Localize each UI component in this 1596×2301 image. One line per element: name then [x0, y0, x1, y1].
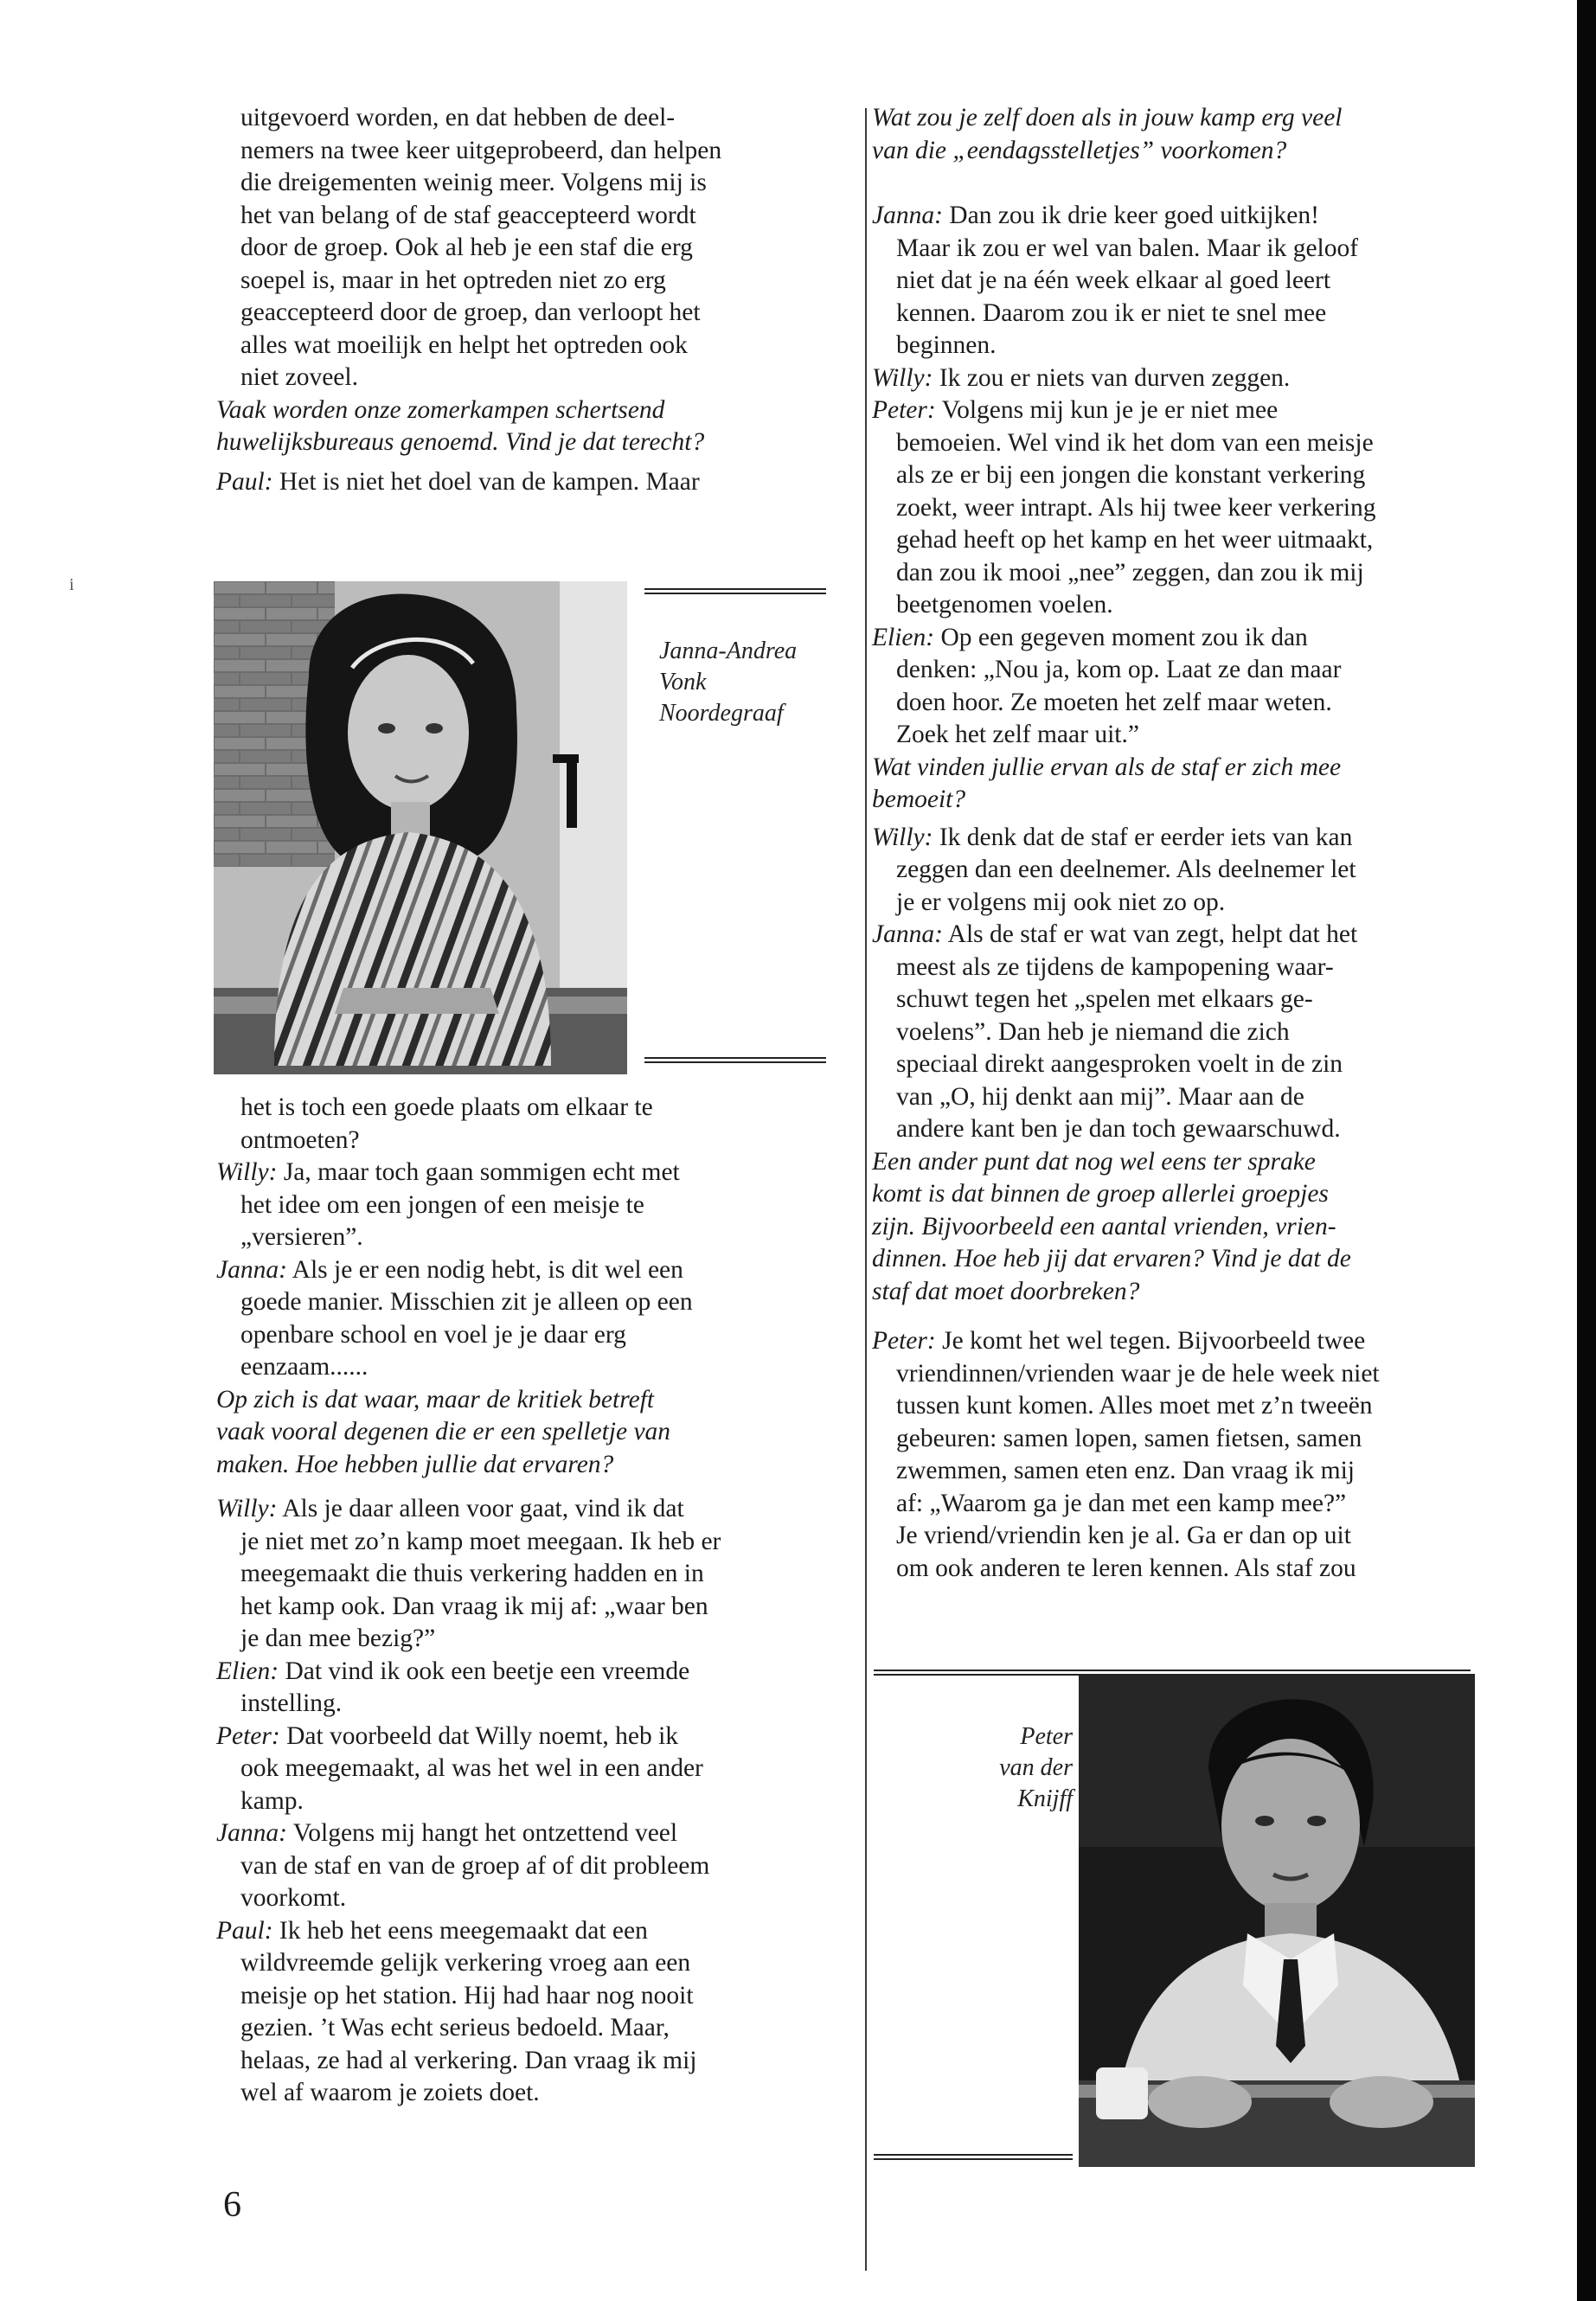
caption-line: Janna-Andrea	[659, 638, 798, 664]
speaker-label: Janna:	[216, 1819, 287, 1847]
text-line: doen hoor. Ze moeten het zelf maar weten.	[896, 688, 1332, 716]
text-line: om ook anderen te leren kennen. Als staf zou	[896, 1554, 1356, 1582]
text-line: tussen kunt komen. Alles moet met z’n tweeën	[896, 1392, 1373, 1420]
text-line: Volgens mij kun je je er niet mee	[941, 396, 1279, 424]
text-line: huwelijksbureaus genoemd. Vind je dat terecht?	[216, 428, 705, 456]
text-line: die dreigementen weinig meer. Volgens mij is	[240, 169, 707, 196]
caption-line: Knijff	[1017, 1785, 1073, 1812]
answer-janna-2	[216, 1817, 852, 1915]
text-line: speciaal direkt aangesproken voelt in de zin	[896, 1050, 1343, 1078]
text-line: zijn. Bijvoorbeeld een aantal vrienden, vrien-	[872, 1212, 1336, 1240]
page-edge-shadow	[1577, 0, 1596, 2301]
text-line: voelens”. Dan heb je niemand die zich	[896, 1017, 1290, 1046]
text-line: beetgenomen voelen.	[896, 591, 1113, 619]
text-line: je er volgens mij ook niet zo op.	[896, 888, 1226, 916]
text-line: ook meegemaakt, al was het wel in een ander	[240, 1754, 703, 1782]
text-line: helaas, ze had al verkering. Dan vraag ik mij	[240, 2046, 697, 2074]
text-line: bemoeit?	[872, 785, 966, 813]
text-line: je dan mee bezig?”	[240, 1625, 436, 1652]
text-line: meisje op het station. Hij had haar nog nooit	[240, 1981, 694, 2009]
text-line: instelling.	[240, 1689, 343, 1717]
text-line: andere kant ben je dan toch gewaarschuwd.	[896, 1115, 1341, 1143]
text-line: door de groep. Ook al heb je een staf die erg	[240, 234, 693, 261]
text-line: zeggen dan een deelnemer. Als deelnemer let	[896, 856, 1356, 883]
column-divider	[865, 108, 867, 2271]
answer-peter-1	[216, 1721, 852, 1818]
text-line: bemoeien. Wel vind ik het dom van een meisje	[896, 428, 1374, 457]
speaker-label: Willy:	[216, 1158, 278, 1186]
text-line: als ze er bij een jongen die konstant verkering	[896, 461, 1366, 489]
answer-elien-2	[872, 622, 1495, 752]
question-1	[216, 394, 848, 459]
text-line: alles wat moeilijk en helpt het optreden ook	[240, 330, 688, 359]
speaker-label: Paul:	[216, 1916, 273, 1945]
text-line: geaccepteerd door de groep, dan verloopt het	[240, 298, 701, 326]
text-line: Ja, maar toch gaan sommigen echt met	[283, 1158, 680, 1186]
portrait-image	[1079, 1674, 1475, 2167]
portrait-image	[214, 581, 627, 1074]
caption-rule-bottom	[644, 1057, 826, 1063]
text-line: meest als ze tijdens de kampopening waar-	[896, 952, 1334, 981]
speaker-label: Janna:	[872, 920, 943, 948]
speaker-label: Elien:	[872, 623, 935, 651]
text-line: soepel is, maar in het optreden niet zo erg	[240, 266, 666, 294]
caption-rule-top	[644, 588, 826, 594]
text-line: beginnen.	[896, 331, 997, 359]
text-line: Als de staf er wat van zegt, helpt dat het	[947, 920, 1358, 948]
text-line: Wat vinden jullie ervan als de staf er zich mee	[872, 753, 1342, 781]
text-line: kennen. Daarom zou ik er niet te snel mee	[896, 298, 1327, 327]
text-line: Dat voorbeeld dat Willy noemt, heb ik	[286, 1721, 679, 1750]
text-line: van die „eendagsstelletjes” voorkomen?	[872, 136, 1287, 164]
intro-paragraph	[216, 102, 848, 394]
text-line: schuwt tegen het „spelen met elkaars ge-	[896, 985, 1313, 1013]
answer-peter-2	[872, 394, 1495, 622]
speaker-label: Elien:	[216, 1657, 279, 1685]
text-line: Je komt het wel tegen. Bijvoorbeeld twee	[942, 1327, 1366, 1355]
text-line: wel af waarom je zoiets doet.	[240, 2079, 540, 2106]
text-line: het kamp ook. Dan vraag ik mij af: „waar ben	[240, 1592, 708, 1620]
speaker-label: Janna:	[216, 1255, 287, 1284]
text-line: voorkomt.	[240, 1884, 347, 1912]
text-line: van „O, hij denkt aan mij”. Maar aan de	[896, 1082, 1304, 1111]
text-line: Op zich is dat waar, maar de kritiek betreft	[216, 1385, 655, 1413]
text-line: maken. Hoe hebben jullie dat ervaren?	[216, 1450, 614, 1478]
caption-line: van der	[999, 1754, 1073, 1781]
question-2	[216, 1384, 852, 1482]
text-line: Op een gegeven moment zou ik dan	[940, 623, 1308, 651]
text-line: Ik denk dat de staf er eerder iets van kan	[939, 823, 1353, 851]
text-line: zoekt, weer intrapt. Als hij twee keer verkering	[896, 493, 1376, 522]
text-line: van de staf en van de groep af of dit probleem	[240, 1851, 710, 1880]
text-line: Dan zou ik drie keer goed uitkijken!	[949, 202, 1319, 229]
text-line: Zoek het zelf maar uit.”	[896, 721, 1139, 748]
text-line: het is toch een goede plaats om elkaar te	[240, 1093, 653, 1121]
text-line: dinnen. Hoe heb jij dat ervaren? Vind je dat de	[872, 1245, 1351, 1272]
text-line: meegemaakt die thuis verkering hadden en in	[240, 1560, 704, 1587]
text-line: vaak vooral degenen die er een spelletje van	[216, 1418, 671, 1445]
text-line: Als je er een nodig hebt, is dit wel een	[292, 1255, 683, 1284]
photo-janna-andrea-vonk-noordegraaf	[214, 581, 627, 1074]
text-line: Maar ik zou er wel van balen. Maar ik geloof	[896, 234, 1359, 262]
text-line: openbare school en voel je je daar erg	[240, 1320, 626, 1349]
text-line: Dat vind ik ook een beetje een vreemde	[285, 1657, 690, 1685]
speaker-label: Willy:	[216, 1495, 278, 1522]
speaker-label: Peter:	[216, 1721, 280, 1750]
photo-2-caption	[952, 1721, 1073, 1815]
text-line: gezien. ’t Was echt serieus bedoeld. Maar,	[240, 2014, 670, 2041]
text-line: niet dat je na één week elkaar al goed leert	[896, 266, 1331, 294]
text-line: af: „Waarom ga je dan met een kamp mee?”	[896, 1489, 1347, 1517]
answer-janna-1	[216, 1254, 852, 1384]
answer-paul-2	[216, 1915, 852, 2110]
text-line: Vaak worden onze zomerkampen schertsend	[216, 395, 665, 424]
photo-1-caption	[659, 636, 832, 729]
text-line: Als je daar alleen voor gaat, vind ik dat	[282, 1495, 684, 1522]
speaker-label: Peter:	[872, 1327, 936, 1355]
answer-willy-1	[216, 1157, 852, 1254]
answer-janna-3	[872, 200, 1495, 362]
speaker-label: Paul:	[216, 467, 273, 496]
text-line: Je vriend/vriendin ken je al. Ga er dan op uit	[896, 1522, 1351, 1549]
answer-janna-4	[872, 919, 1495, 1146]
photo-peter-van-der-knijff	[1079, 1674, 1475, 2167]
answer-willy-4	[872, 822, 1495, 920]
text-line: Ik heb het eens meegemaakt dat een	[279, 1916, 648, 1945]
right-column	[872, 102, 1495, 1585]
text-line: gehad heeft op het kamp en het weer uitmaakt,	[896, 526, 1374, 554]
answer-willy-2	[216, 1493, 852, 1656]
answer-elien-1	[216, 1656, 852, 1721]
question-3	[872, 102, 1495, 167]
left-column-top	[216, 102, 848, 498]
text-line: niet zoveel.	[240, 363, 358, 391]
text-line: Volgens mij hangt het ontzettend veel	[292, 1819, 678, 1847]
text-line: denken: „Nou ja, kom op. Laat ze dan maar	[896, 656, 1342, 683]
text-line: staf dat moet doorbreken?	[872, 1277, 1140, 1305]
text-line: het idee om een jongen of een meisje te	[240, 1190, 644, 1219]
page-number: 6	[223, 2185, 241, 2225]
text-line: uitgevoerd worden, en dat hebben de deel-	[240, 104, 676, 131]
speaker-label: Willy:	[872, 363, 933, 392]
speaker-label: Willy:	[872, 823, 933, 851]
answer-paul-1	[216, 466, 848, 499]
text-line: nemers na twee keer uitgeprobeerd, dan helpen	[240, 136, 722, 164]
text-line: „versieren”.	[240, 1223, 363, 1251]
answer-peter-3	[872, 1325, 1495, 1585]
question-4	[872, 752, 1495, 817]
text-line: gebeuren: samen lopen, samen fietsen, samen	[896, 1424, 1362, 1452]
margin-mark: i	[69, 575, 74, 594]
caption-line: Peter	[1020, 1723, 1073, 1750]
text-line: ontmoeten?	[240, 1125, 360, 1154]
answer-willy-3	[872, 362, 1495, 395]
text-line: Een ander punt dat nog wel eens ter sprake	[872, 1147, 1316, 1176]
left-column-bottom	[216, 1092, 852, 2110]
photo-2-rule-bottom	[874, 2154, 1073, 2160]
caption-line: Vonk	[659, 669, 707, 695]
text-line: het van belang of de staf geaccepteerd wordt	[240, 201, 696, 229]
text-line: vriendinnen/vrienden waar je de hele week niet	[896, 1359, 1380, 1388]
speaker-label: Janna:	[872, 202, 943, 229]
text-line: kamp.	[240, 1786, 304, 1815]
text-line: eenzaam......	[240, 1353, 369, 1381]
speaker-label: Peter:	[872, 396, 936, 424]
answer-text: Het is niet het doel van de kampen. Maar	[272, 467, 700, 496]
text-line: Ik zou er niets van durven zeggen.	[939, 363, 1291, 392]
text-line: komt is dat binnen de groep allerlei groepjes	[872, 1180, 1329, 1208]
caption-line: Noordegraaf	[659, 700, 784, 727]
text-line: Wat zou je zelf doen als in jouw kamp erg veel	[872, 104, 1343, 131]
text-line: zwemmen, samen eten enz. Dan vraag ik mij	[896, 1457, 1355, 1484]
text-line: je niet met zo’n kamp moet meegaan. Ik heb er	[240, 1527, 721, 1555]
text-line: goede manier. Misschien zit je alleen op een	[240, 1288, 693, 1316]
text-line: dan zou ik mooi „nee” zeggen, dan zou ik mij	[896, 558, 1364, 586]
question-5	[872, 1146, 1495, 1309]
answer-paul-1-continued	[216, 1092, 852, 1157]
text-line: wildvreemde gelijk verkering vroeg aan een	[240, 1949, 691, 1977]
